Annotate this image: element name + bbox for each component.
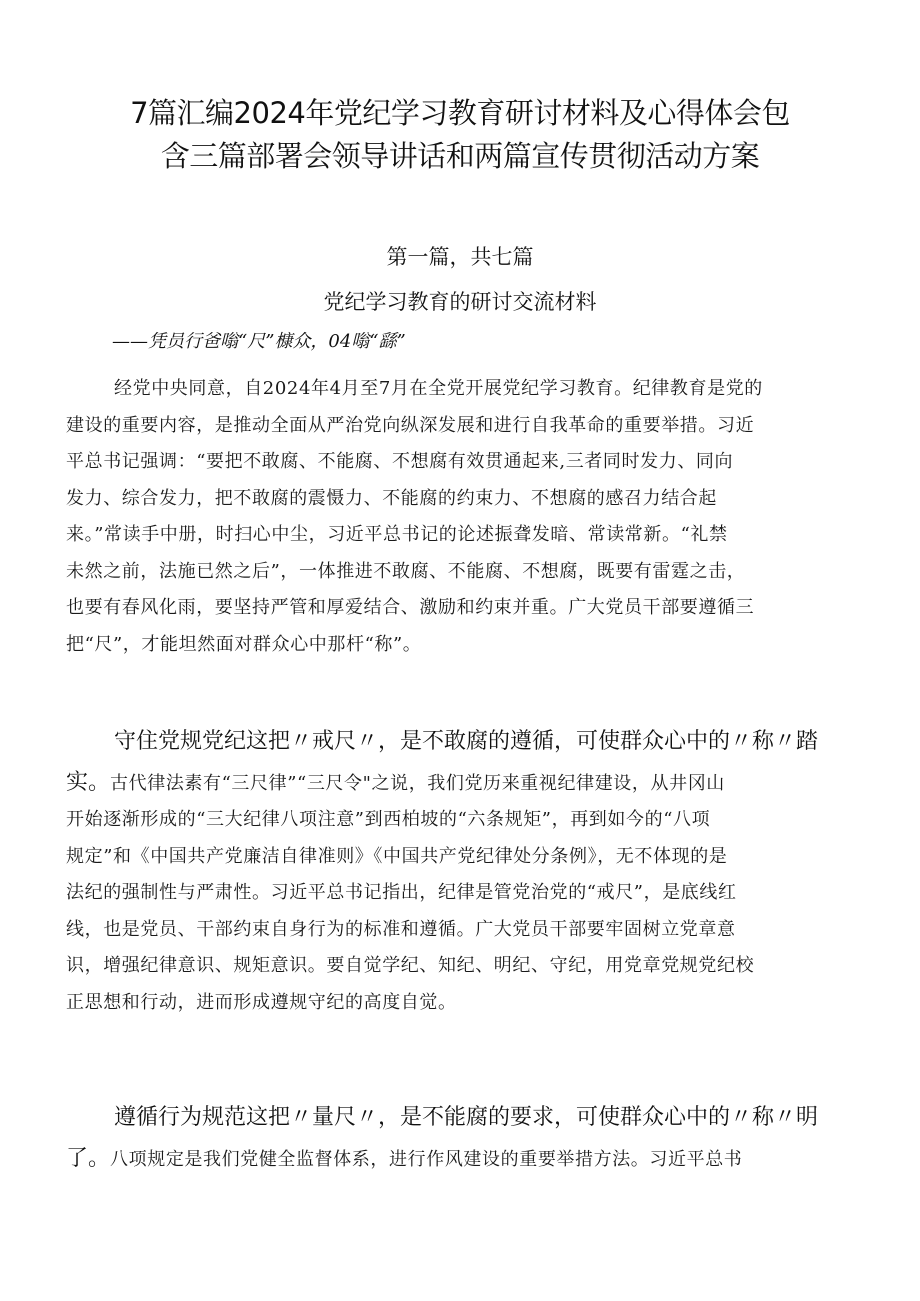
paragraph-line: 把“尺”，才能坦然面对群众心中那杆“称”。 xyxy=(66,633,422,655)
paragraph-lead: 实。 xyxy=(66,770,111,795)
paragraph-1 xyxy=(66,371,862,663)
paragraph-line: 正思想和行动，进而形成遵规守纪的高度自觉。 xyxy=(66,991,457,1013)
paragraph-line xyxy=(66,764,862,802)
title-line-2: 含三篇部署会领导讲话和两篇宣传贯彻活动方案 xyxy=(160,139,760,173)
paragraph-lead: 了。 xyxy=(66,1146,111,1171)
paragraph-line xyxy=(66,1140,862,1178)
paragraph-heading: 遵循行为规范这把〃量尺〃，是不能腐的要求，可使群众心中的〃称〃明 xyxy=(114,1105,819,1130)
paragraph-heading: 守住党规党纪这把〃戒尺〃，是不敢腐的遵循，可使群众心中的〃称〃踏 xyxy=(114,729,819,754)
section-heading: 党纪学习教育的研讨交流材料 xyxy=(323,290,597,314)
paragraph-line: 也要有春风化雨，要坚持严管和厚爱结合、激励和约束并重。广大党员干部要遵循三 xyxy=(66,597,755,618)
paragraph-line: 线，也是党员、干部约束自身行为的标准和遵循。广大党员干部要牢固树立党章意 xyxy=(66,918,736,940)
section-subtitle: ——凭员行爸嗡“尺”槺众，04嗡“繇” xyxy=(112,331,406,352)
paragraph-line-text: 古代律法素有“三尺律”“三尺令"之说，我们党历来重视纪律建设，从井冈山 xyxy=(110,773,725,794)
paragraph-line: 经党中央同意，自2024年4月至7月在全党开展党纪学习教育。纪律教育是党的 xyxy=(114,378,763,399)
paragraph-line: 规定”和《中国共产党廉洁自律准则》《中国共产党纪律处分条例》，无不体现的是 xyxy=(66,845,728,867)
paragraph-line: 法纪的强制性与严肃性。习近平总书记指出，纪律是管党治党的“戒尺”，是底线红 xyxy=(66,882,737,903)
paragraph-line: 开始逐渐形成的“三大纪律八项注意”到西柏坡的“六条规矩”，再到如今的“八项 xyxy=(66,809,711,830)
paragraph-line: 来。”常读手中册，时扫心中尘，习近平总书记的论述振聋发暗、常读常新。“礼禁 xyxy=(66,524,728,545)
title-line-1: 7篇汇编2024年党纪学习教育研讨材料及心得体会包 xyxy=(130,96,790,130)
paragraph-line-text: 八项规定是我们党健全监督体系，进行作风建设的重要举措方法。习近平总书 xyxy=(110,1149,743,1170)
paragraph-3 xyxy=(66,1096,862,1178)
paragraph-line: 平总书记强调：“要把不敢腐、不能腐、不想腐有效贯通起来,三者同时发力、同向 xyxy=(66,451,734,472)
paragraph-line: 发力、综合发力，把不敢腐的震慑力、不能腐的约束力、不想腐的感召力结合起 xyxy=(66,487,717,509)
section-label: 第一篇，共七篇 xyxy=(386,245,534,269)
paragraph-line: 未然之前，法施已然之后”，一体推进不敢腐、不能腐、不想腐，既要有雷霆之击， xyxy=(66,560,746,582)
document-title xyxy=(60,92,860,178)
paragraph-line: 识，增强纪律意识、规矩意识。要自觉学纪、知纪、明纪、守纪，用党章党规党纪校 xyxy=(66,955,755,976)
paragraph-line: 建设的重要内容，是推动全面从严治党向纵深发展和进行自我革命的重要举措。习近 xyxy=(66,414,755,436)
paragraph-2 xyxy=(66,720,862,1021)
